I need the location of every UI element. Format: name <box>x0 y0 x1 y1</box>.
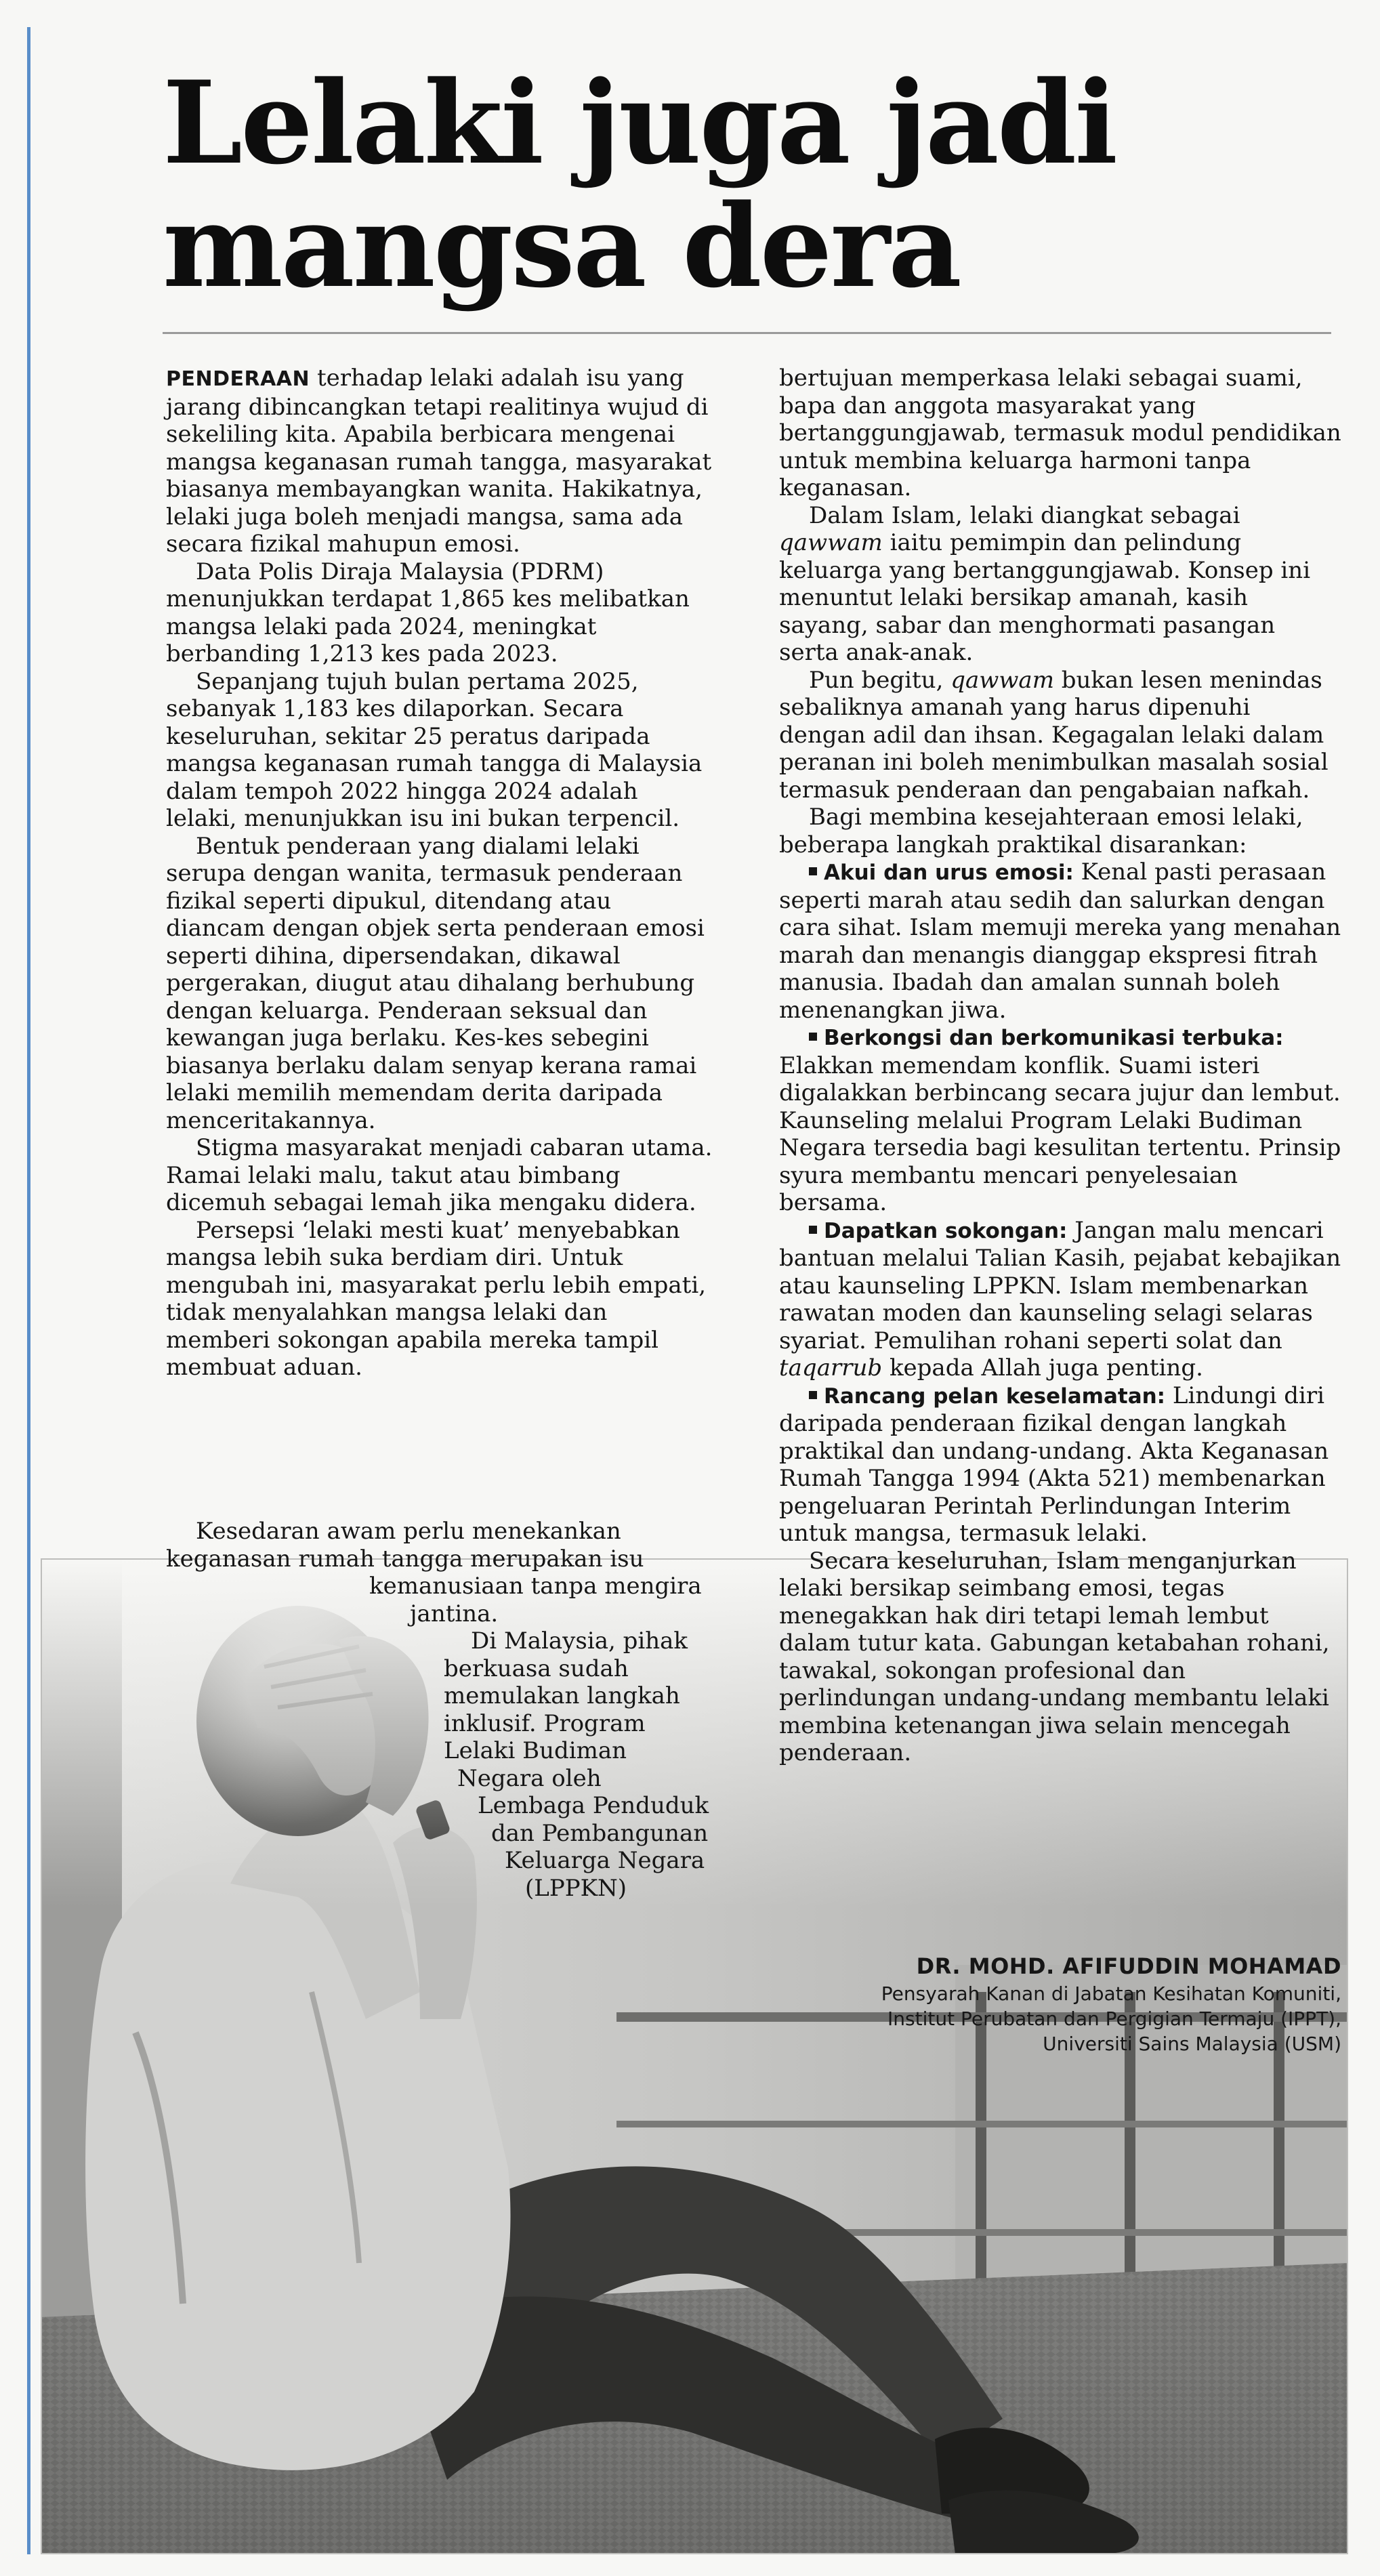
r-p2-b: iaitu pemimpin dan pelindung keluarga yang bertanggungjawab. Konsep ini menuntut lelaki bersikap amanah, kasih sayang, sabar dan menghormati pasangan serta anak-anak. <box>779 529 1311 666</box>
bullet-2-head: Berkongsi dan berkomunikasi terbuka: <box>824 1026 1284 1050</box>
r-p2-em: qawwam <box>779 529 883 556</box>
paragraph-1-text: terhadap lelaki adalah isu yang jarang dibincangkan tetapi realitinya wujud di sekeliling kita. Apabila berbicara mengenai mangsa keganasan rumah tangga, masyarakat biasanya membayangkan wanita. Hakikatnya, lelaki juga boleh menjadi mangsa, sama ada secara fizikal mahupun emosi. <box>166 365 712 558</box>
paragraph-2: Data Polis Diraja Malaysia (PDRM) menunjukkan terdapat 1,865 kes melibatkan mangsa lelaki pada 2024, meningkat berbanding 1,213 kes pada 2023. <box>166 558 690 667</box>
bullet-square-icon <box>809 1226 817 1234</box>
paragraph-6: Persepsi ‘lelaki mesti kuat’ menyebabkan mangsa lebih suka berdiam diri. Untuk mengubah ini, masyarakat perlu lebih empati, tidak menyalahkan mangsa lelaki dan memberi sokongan apabila mereka tampil membuat aduan. <box>166 1216 707 1381</box>
headline-line-2: mangsa dera <box>163 179 960 313</box>
headline-line-1: Lelaki juga jadi <box>163 56 1116 190</box>
author-name: DR. MOHD. AFIFUDDIN MOHAMAD <box>916 1953 1341 1979</box>
left-column <box>166 365 715 1382</box>
bullet-1 <box>779 858 1341 1024</box>
bullet-4-head: Rancang pelan keselamatan: <box>824 1384 1166 1409</box>
bullet-2 <box>779 1024 1341 1217</box>
author-title-3: Universiti Sains Malaysia (USM) <box>1043 2033 1341 2055</box>
p8-line-6: Negara oleh <box>457 1764 602 1792</box>
bullet-4 <box>779 1382 1341 1547</box>
p7-line-2: keganasan rumah tangga merupakan isu <box>166 1545 644 1573</box>
bullet-3-head: Dapatkan sokongan: <box>824 1218 1068 1243</box>
bullet-1-head: Akui dan urus emosi: <box>824 860 1074 885</box>
bullet-2-text: Elakkan memendam konflik. Suami isteri digalakkan berbincang secara jujur dan lembut. Kaunseling melalui Program Lelaki Budiman Negara tersedia bagi kesulitan tertentu. Prinsip syura membantu mencari penyelesaian bersama. <box>779 1052 1341 1216</box>
r-paragraph-1: bertujuan memperkasa lelaki sebagai suami, bapa dan anggota masyarakat yang bertanggungjawab, termasuk modul pendidikan untuk membina keluarga harmoni tanpa keganasan. <box>779 365 1341 501</box>
r-p2-a: Dalam Islam, lelaki diangkat sebagai <box>809 501 1240 529</box>
p7-line-1: Kesedaran awam perlu menekankan <box>196 1518 621 1545</box>
p8-line-10: (LPPKN) <box>525 1874 627 1902</box>
bullet-3-text-a: Jangan malu mencari bantuan melalui Talian Kasih, pejabat kebajikan atau kaunseling LPPKN. Islam membenarkan rawatan moden dan kaunseling selagi selaras syariat. Pemulihan rohani seperti solat dan <box>779 1216 1341 1354</box>
paragraph-1 <box>166 365 715 558</box>
right-column <box>779 365 1341 1767</box>
author-title-2: Institut Perubatan dan Pergigian Termaju (IPPT), <box>887 2008 1341 2030</box>
p8-line-4: inklusif. Program <box>444 1709 646 1737</box>
headline-divider <box>163 332 1331 334</box>
bullet-1-text: Kenal pasti perasaan seperti marah atau sedih dan salurkan dengan cara sihat. Islam memuji mereka yang menahan marah dan menangis dianggap ekspresi fitrah manusia. Ibadah dan amalan sunnah boleh menenangkan jiwa. <box>779 858 1341 1024</box>
p8-line-3: memulakan langkah <box>444 1682 680 1709</box>
p7-line-4: jantina. <box>410 1600 499 1627</box>
headline <box>163 56 1179 313</box>
bullet-3 <box>779 1217 1341 1382</box>
r-p3-b: bukan lesen menindas sebaliknya amanah yang harus dipenuhi dengan adil dan ihsan. Kegagalan lelaki dalam peranan ini boleh menimbulkan masalah sosial termasuk penderaan dan pengabaian nafkah. <box>779 666 1329 804</box>
left-margin-rule <box>27 27 30 2554</box>
bullet-3-em: taqarrub <box>779 1354 883 1382</box>
r-paragraph-4: Bagi membina kesejahteraan emosi lelaki, beberapa langkah praktikal disarankan: <box>779 804 1303 858</box>
r-paragraph-2 <box>779 502 1341 667</box>
author-signature <box>779 1951 1341 2056</box>
lead-word: PENDERAAN <box>166 367 310 391</box>
p8-line-5: Lelaki Budiman <box>444 1737 627 1764</box>
r-paragraph-3 <box>779 667 1341 804</box>
paragraph-3: Sepanjang tujuh bulan pertama 2025, sebanyak 1,183 kes dilaporkan. Secara keseluruhan, sekitar 25 peratus daripada mangsa keganasan rumah tangga di Malaysia dalam tempoh 2022 hingga 2024 adalah lelaki, menunjukkan isu ini bukan terpencil. <box>166 667 703 832</box>
p7-line-3: kemanusiaan tanpa mengira <box>369 1573 702 1600</box>
paragraph-5: Stigma masyarakat menjadi cabaran utama. Ramai lelaki malu, takut atau bimbang dicemuh sebagai lemah jika mengaku didera. <box>166 1134 713 1216</box>
bullet-square-icon <box>809 1391 817 1399</box>
paragraph-4: Bentuk penderaan yang dialami lelaki serupa dengan wanita, termasuk penderaan fizikal seperti dipukul, ditendang atau diancam dengan objek serta penderaan emosi seperti dihina, dipersendakan, dikawal pergerakan, diugut atau dihalang berhubung dengan keluarga. Penderaan seksual dan kewangan juga berlaku. Kes-kes sebegini biasanya berlaku dalam senyap kerana ramai lelaki memilih memendam derita daripada menceritakannya. <box>166 832 705 1134</box>
r-p3-em: qawwam <box>950 666 1054 694</box>
r-paragraph-5: Secara keseluruhan, Islam menganjurkan lelaki bersikap seimbang emosi, tegas menegakkan hak diri tetapi lemah lembut dalam tutur kata. Gabungan ketabahan rohani, tawakal, sokongan profesional dan perlindungan undang-undang membantu lelaki membina ketenangan jiwa selain mencegah penderaan. <box>779 1547 1330 1766</box>
bullet-3-text-b: kepada Allah juga penting. <box>882 1354 1203 1382</box>
bullet-square-icon <box>809 1033 817 1041</box>
p8-line-9: Keluarga Negara <box>505 1847 705 1874</box>
author-title-1: Pensyarah Kanan di Jabatan Kesihatan Komuniti, <box>881 1982 1341 2005</box>
p8-line-8: dan Pembangunan <box>491 1819 709 1847</box>
text-wrapped-around-photo <box>166 1518 715 1902</box>
bullet-square-icon <box>809 867 817 875</box>
r-p3-a: Pun begitu, <box>809 666 951 694</box>
p8-line-2: berkuasa sudah <box>444 1655 629 1682</box>
bullet-4-text: Lindungi diri daripada penderaan fizikal dengan langkah praktikal dan undang-undang. Akta Keganasan Rumah Tangga 1994 (Akta 521) membenarkan pengeluaran Perintah Perlindungan Interim untuk mangsa, termasuk lelaki. <box>779 1382 1329 1547</box>
p8-line-1: Di Malaysia, pihak <box>471 1627 688 1655</box>
p8-line-7: Lembaga Penduduk <box>478 1792 709 1819</box>
